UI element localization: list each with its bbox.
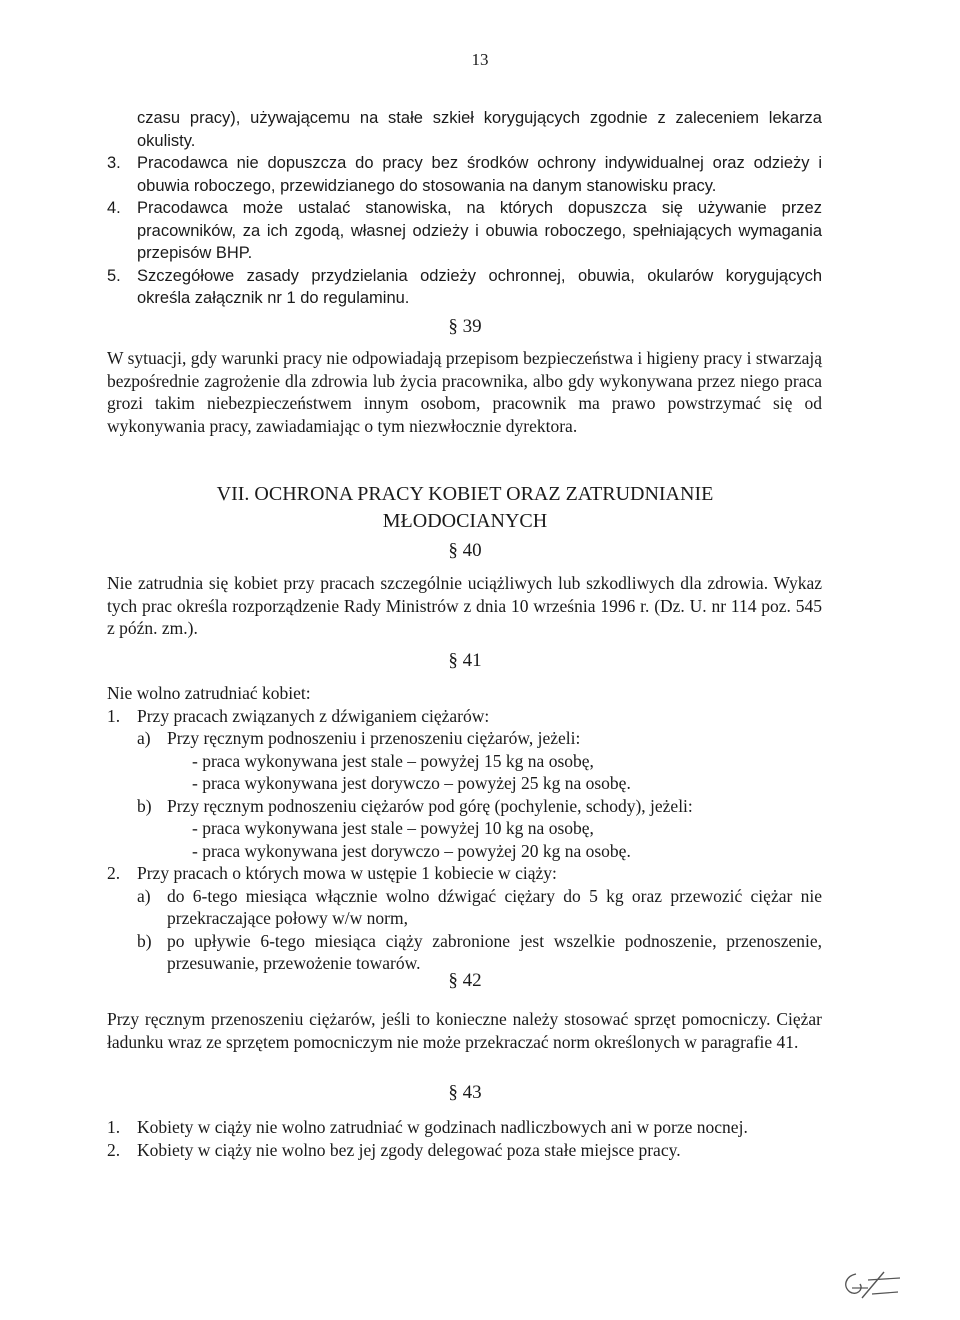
sub-item: a) Przy ręcznym podnoszeniu i przenoszeniu ciężarów, jeżeli: - praca wykonywana jest stale – powyżej 15 kg na osobę, - praca wykonywana jest dorywczo – powyżej 25 kg na osobę. [137, 728, 631, 793]
section-heading-40: § 40 [448, 540, 482, 561]
sub-item: b) Przy ręcznym podnoszeniu ciężarów pod górę (pochylenie, schody), jeżeli: - praca wykonywana jest stale – powyżej 10 kg na osobę, - praca wykonywana jest dorywczo – powyżej 20 kg na osobę. [137, 795, 693, 861]
list-item: 2. Kobiety w ciąży nie wolno bez jej zgody delegować poza stałe miejsce pracy. [107, 1139, 681, 1160]
section-heading-41: § 41 [448, 650, 482, 671]
section-43-list [107, 1116, 822, 1161]
section-heading-43: § 43 [448, 1082, 482, 1103]
list-item: 1. Kobiety w ciąży nie wolno zatrudniać w godzinach nadliczbowych ani w porze nocnej. [107, 1117, 748, 1137]
list-item: 5. Szczegółowe zasady przydzielania odzieży ochronnej, obuwia, okularów korygujących określa załącznik nr 1 do regulaminu. [107, 266, 822, 307]
page-number: 13 [471, 50, 489, 69]
regulation-continuation [107, 107, 822, 310]
list-item: 1. Przy pracach związanych z dźwiganiem ciężarów: [107, 705, 490, 726]
list-item: 4. Pracodawca może ustalać stanowiska, na których dopuszcza się używanie przez pracowników, za ich zgodą, własnej odzieży i obuwia roboczego, spełniających wymagania przepisów BHP. [107, 199, 822, 262]
sub-item: a) do 6-tego miesiąca włącznie wolno dźwigać ciężary do 5 kg oraz przewozić ciężar nie przekraczające połowy w/w norm, [137, 885, 822, 928]
section-41-intro: Nie wolno zatrudniać kobiet: [107, 683, 311, 703]
signature-mark [838, 1268, 908, 1304]
section-41-list [107, 682, 822, 975]
section-heading-39: § 39 [448, 316, 482, 337]
chapter-title: VII. OCHRONA PRACY KOBIET ORAZ ZATRUDNIANIE MŁODOCIANYCH [216, 483, 714, 532]
section-heading-42: § 42 [448, 970, 482, 991]
list-item: 2. Przy pracach o których mowa w ustępie 1 kobiecie w ciąży: [107, 863, 557, 883]
section-40-text: Nie zatrudnia się kobiet przy pracach szczególnie uciążliwych lub szkodliwych dla zdrowia. Wykaz tych prac określa rozporządzenie Rady Ministrów z dnia 10 września 1996 r. (Dz. U. nr 114 poz. 545 z późn. zm.). [107, 573, 822, 638]
section-39-text: W sytuacji, gdy warunki pracy nie odpowiadają przepisom bezpieczeństwa i higieny pracy i stwarzają bezpośrednie zagrożenie dla zdrowia lub życia pracownika, albo gdy wykonywana przez niego praca grozi takim niebezpieczeństwem innym osobom, pracownik ma prawo powstrzymać się od wykonywania pracy, zawiadamiając o tym niezwłocznie dyrektora. [107, 348, 822, 436]
section-42-text: Przy ręcznym przenoszeniu ciężarów, jeśli to konieczne należy stosować sprzęt pomocniczy. Ciężar ładunku wraz ze sprzętem pomocniczym nie może przekraczać norm określonych w paragrafie 41. [107, 1009, 822, 1052]
continuation-text: czasu pracy), używającemu na stałe szkieł korygujących zgodnie z zaleceniem lekarza okulisty. [137, 109, 822, 150]
sub-item: b) po upływie 6-tego miesiąca ciąży zabronione jest wszelkie podnoszenie, przenoszenie, przesuwanie, przewożenie towarów. [137, 930, 822, 973]
list-item: 3. Pracodawca nie dopuszcza do pracy bez środków ochrony indywidualnej oraz odzieży i obuwia roboczego, przewidzianego do stosowania na danym stanowisku pracy. [107, 154, 822, 195]
